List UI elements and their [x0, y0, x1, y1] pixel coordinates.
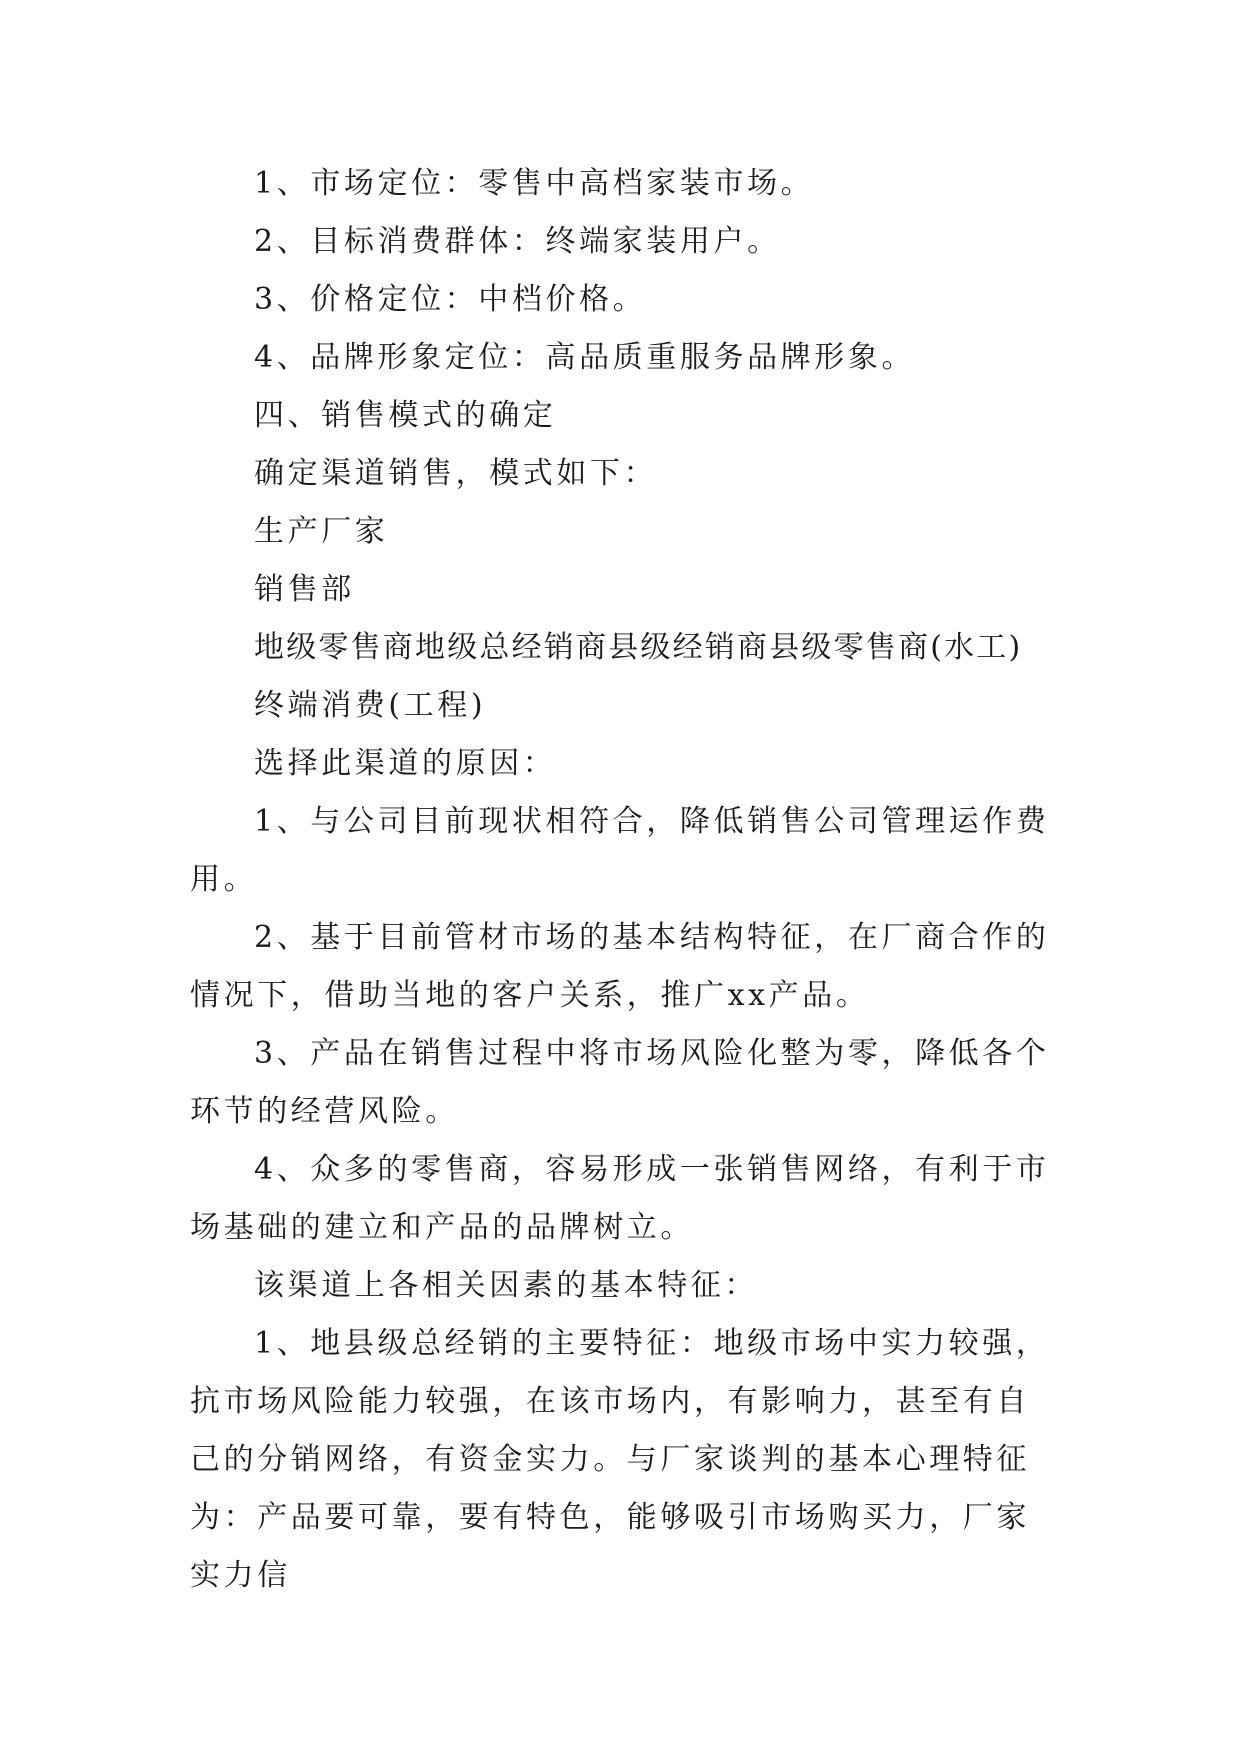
- channel-level-manufacturer: 生产厂家: [254, 514, 389, 549]
- paragraph-target-consumers: 2、目标消费群体：终端家装用户。: [254, 224, 781, 259]
- document-body: [190, 155, 1056, 1605]
- paragraph-channel-intro: 确定渠道销售，模式如下：: [254, 456, 658, 491]
- paragraph-market-positioning: 1、市场定位：零售中高档家装市场。: [254, 166, 815, 201]
- paragraph-reason-1: 1、与公司目前现状相符合，降低销售公司管理运作费用。: [190, 804, 1050, 897]
- paragraph-features-heading: 该渠道上各相关因素的基本特征：: [254, 1268, 758, 1303]
- paragraph-reason-3: 3、产品在销售过程中将市场风险化整为零，降低各个环节的经营风险。: [190, 1036, 1050, 1129]
- paragraph-price-positioning: 3、价格定位：中档价格。: [254, 282, 647, 317]
- channel-level-distributors: 地级零售商地级总经销商县级经销商县级零售商(水工): [254, 630, 1023, 665]
- channel-level-end-consumer: 终端消费(工程): [254, 688, 487, 723]
- section-heading-sales-model: 四、销售模式的确定: [254, 398, 557, 433]
- paragraph-reason-4: 4、众多的零售商，容易形成一张销售网络，有利于市场基础的建立和产品的品牌树立。: [190, 1152, 1050, 1245]
- channel-level-sales-dept: 销售部: [254, 572, 355, 607]
- paragraph-reason-2: 2、基于目前管材市场的基本结构特征，在厂商合作的情况下，借助当地的客户关系，推广xx产品。: [190, 920, 1050, 1013]
- paragraph-feature-1: 1、地县级总经销的主要特征：地级市场中实力较强，抗市场风险能力较强，在该市场内，有影响力，甚至有自己的分销网络，有资金实力。与厂家谈判的基本心理特征为：产品要可靠，要有特色，能够吸引市场购买力，厂家实力信: [190, 1326, 1050, 1593]
- paragraph-reasons-heading: 选择此渠道的原因：: [254, 746, 557, 781]
- paragraph-brand-image: 4、品牌形象定位：高品质重服务品牌形象。: [254, 340, 916, 375]
